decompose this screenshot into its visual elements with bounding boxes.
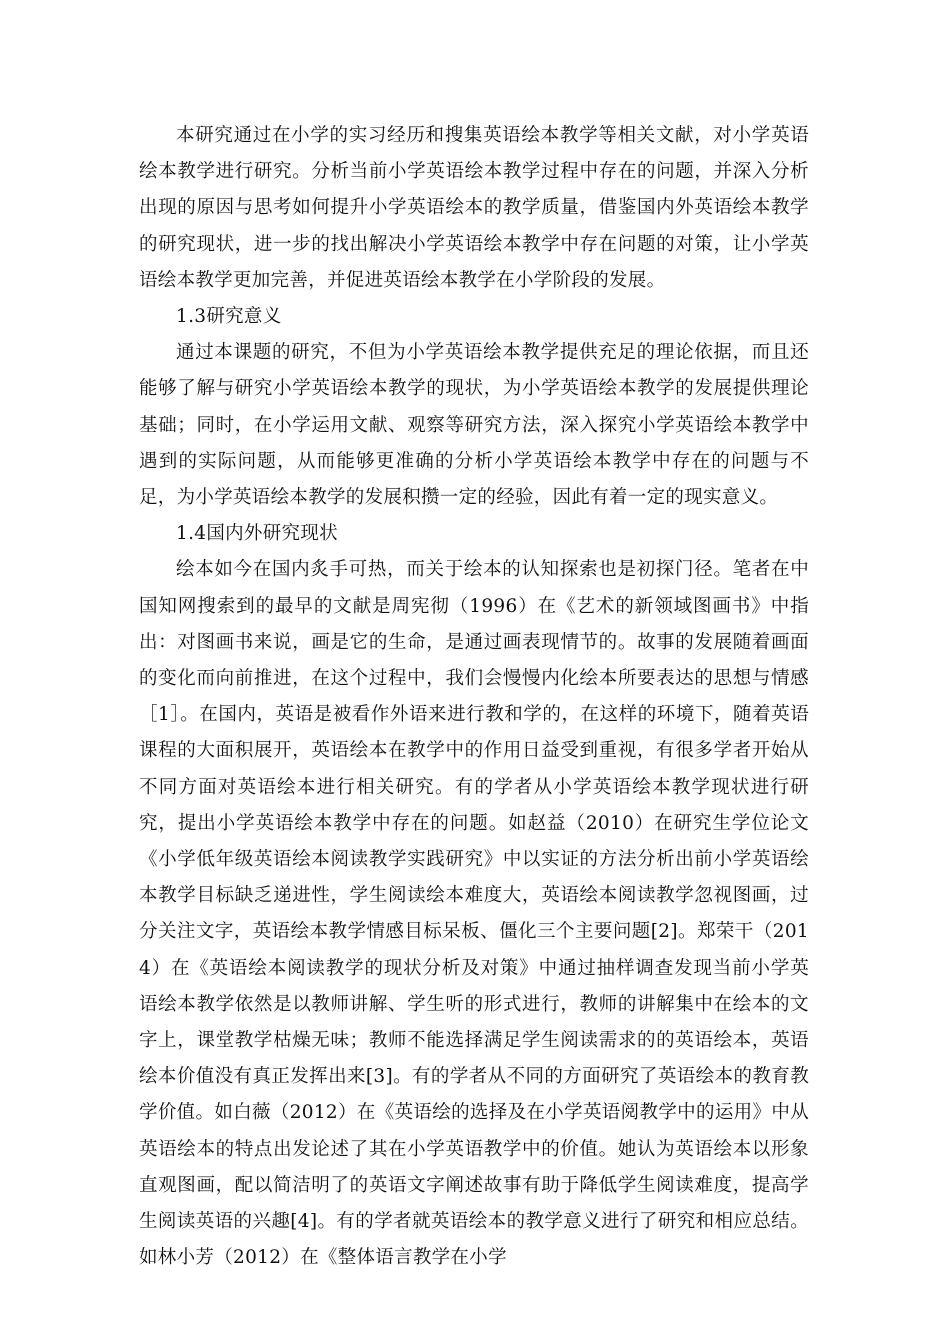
paragraph-research-status: 绘本如今在国内炙手可热，而关于绘本的认知探索也是初探门径。笔者在中国知网搜索到的最早的文献是周宪彻（1996）在《艺术的新领域图画书》中指出：对图画书来说，画是它的生命，是通过画表现情节的。故事的发展随着画面的变化而向前推进，在这个过程中，我们会慢慢内化绘本所要表达的思想与情感［1］。在国内，英语是被看作外语来进行教和学的，在这样的环境下，随着英语课程的大面积展开，英语绘本在教学中的作用日益受到重视，有很多学者开始从不同方面对英语绘本进行相关研究。有的学者从小学英语绘本教学现状进行研究，提出小学英语绘本教学中存在的问题。如赵益（2010）在研究生学位论文《小学低年级英语绘本阅读教学实践研究》中以实证的方法分析出前小学英语绘本教学目标缺乏递进性，学生阅读绘本难度大，英语绘本阅读教学忽视图画，过分关注文字，英语绘本教学情感目标呆板、僵化三个主要问题[2]。郑荣干（2014）在《英语绘本阅读教学的现状分析及对策》中通过抽样调查发现当前小学英语绘本教学依然是以教师讲解、学生听的形式进行，教师的讲解集中在绘本的文字上，课堂教学枯燥无味；教师不能选择满足学生阅读需求的的英语绘本，英语绘本价值没有真正发挥出来[3]。有的学者从不同的方面研究了英语绘本的教育教学价值。如白薇（2012）在《英语绘的选择及在小学英语阅教学中的运用》中从英语绘本的特点出发论述了其在小学英语教学中的价值。她认为英语绘本以形象直观图画，配以简洁明了的英语文字阐述故事有助于降低学生阅读难度，提高学生阅读英语的兴趣[4]。有的学者就英语绘本的教学意义进行了研究和相应总结。如林小芳（2012）在《整体语言教学在小学 [139, 559, 809, 1269]
document-body [139, 118, 809, 1277]
section-heading-1-3: 1.3研究意义 [176, 306, 282, 328]
paragraph-research-approach: 本研究通过在小学的实习经历和搜集英语绘本教学等相关文献，对小学英语绘本教学进行研究。分析当前小学英语绘本教学过程中存在的问题，并深入分析出现的原因与思考如何提升小学英语绘本的教学质量，借鉴国内外英语绘本教学的研究现状，进一步的找出解决小学英语绘本教学中存在问题的对策，让小学英语绘本教学更加完善，并促进英语绘本教学在小学阶段的发展。 [139, 125, 809, 291]
paragraph-research-significance: 通过本课题的研究，不但为小学英语绘本教学提供充足的理论依据，而且还能够了解与研究小学英语绘本教学的现状，为小学英语绘本教学的发展提供理论基础；同时，在小学运用文献、观察等研究方法，深入探究小学英语绘本教学中遇到的实际问题，从而能够更准确的分析小学英语绘本教学中存在的问题与不足，为小学英语绘本教学的发展积攒一定的经验，因此有着一定的现实意义。 [139, 342, 809, 509]
section-heading-1-4: 1.4国内外研究现状 [176, 523, 338, 545]
